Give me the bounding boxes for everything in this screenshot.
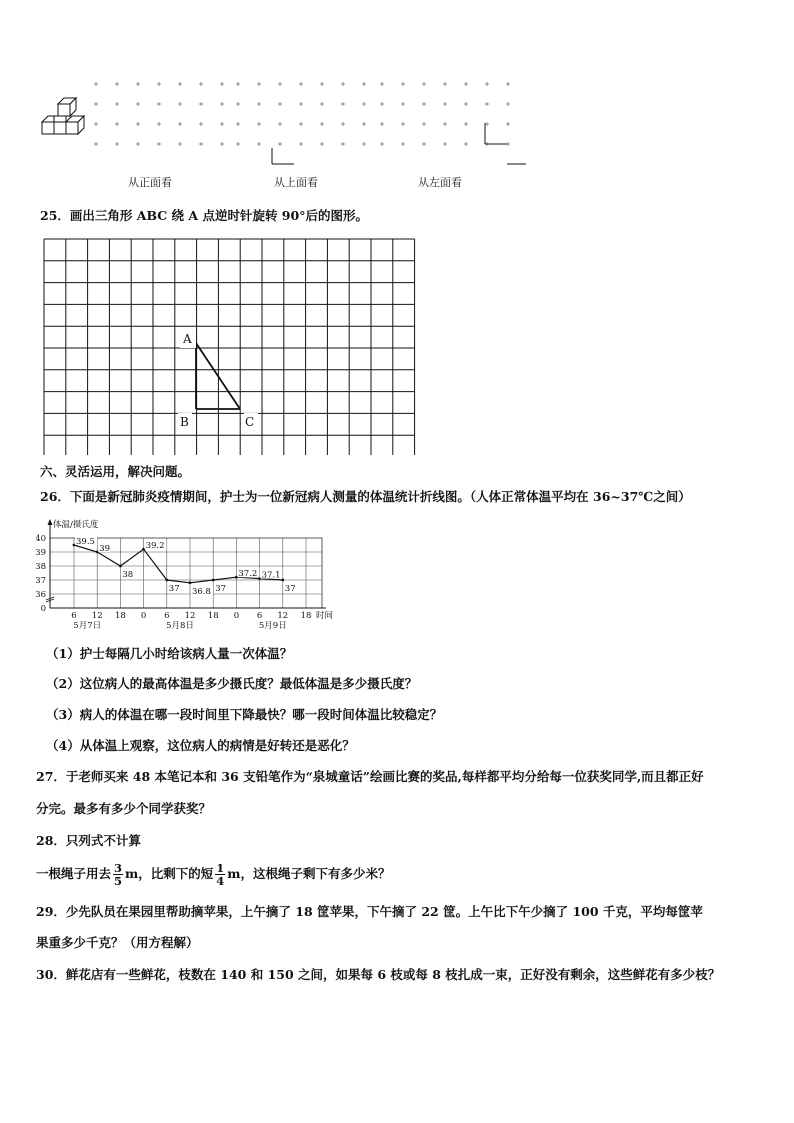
q28-unit1: m，比剩下的短 — [125, 866, 214, 881]
data-point — [212, 579, 215, 582]
chart-day-label: 5月8日 — [166, 621, 194, 631]
data-label: 37.2 — [238, 569, 258, 580]
q26-sub4: （4）从体温上观察，这位病人的病情是好转还是恶化？ — [46, 738, 355, 753]
data-label: 37.1 — [261, 570, 281, 581]
data-label: 37 — [215, 584, 227, 594]
data-label: 36.8 — [192, 586, 211, 597]
view-label-top: 从上面看 — [274, 176, 318, 189]
chart-x-tick: 18 — [300, 611, 312, 621]
chart-x-tick: 6 — [164, 611, 170, 621]
point-c-label: C — [245, 415, 255, 429]
data-label: 37 — [284, 584, 296, 594]
q28-question — [36, 857, 391, 891]
chart-y-tick: 40 — [36, 534, 46, 544]
dot-grids — [94, 82, 510, 146]
q28-part1: 一根绳子用去 — [36, 866, 112, 881]
square-grid — [44, 239, 415, 455]
q27-line1: 27．于老师买来 48 本笔记本和 36 支铅笔作为“泉城童话”绘画比赛的奖品,每样都平均分给每一位获奖同学,而且都正好 — [36, 769, 704, 784]
fraction-one-quarter — [215, 862, 225, 887]
frac1-numerator: 3 — [114, 860, 123, 875]
q27-line2: 分完。最多有多少个同学获奖？ — [36, 801, 212, 816]
cube-stack-figure — [42, 98, 84, 134]
data-label: 39 — [99, 544, 111, 554]
chart-y-tick: 39 — [36, 548, 46, 558]
data-point — [96, 551, 99, 554]
chart-x-tick: 6 — [71, 611, 77, 621]
frac2-denominator: 4 — [216, 873, 225, 888]
data-point — [165, 579, 168, 582]
drawn-view-lines — [272, 123, 526, 164]
data-label: 38 — [122, 570, 134, 580]
temperature-chart — [36, 516, 346, 634]
chart-day-label: 5月7日 — [73, 621, 102, 631]
data-point — [119, 565, 122, 568]
view-label-left: 从左面看 — [418, 176, 462, 189]
y-axis-arrow — [48, 519, 53, 525]
data-point — [258, 577, 261, 580]
chart-ylabel: 体温/摄氏度 — [53, 520, 99, 530]
data-label: 39.2 — [145, 541, 165, 552]
chart-x-tick: 12 — [184, 611, 196, 621]
q25-grid-svg — [40, 237, 420, 455]
data-point — [142, 548, 145, 551]
data-label: 37 — [168, 584, 180, 594]
point-b-label: B — [180, 415, 189, 429]
chart-y-tick: 36 — [36, 590, 46, 600]
chart-y-tick: 38 — [36, 562, 46, 572]
q29-line2: 果重多少千克？（用方程解） — [36, 935, 199, 950]
q28-title: 28．只列式不计算 — [36, 833, 141, 848]
fraction-three-fifths — [113, 862, 123, 887]
frac2-numerator: 1 — [216, 860, 225, 875]
temperature-chart-svg — [36, 516, 346, 634]
chart-y-tick: 37 — [36, 576, 46, 586]
chart-day-label: 5月9日 — [258, 621, 287, 631]
section-six-title: 六、灵活运用，解决问题。 — [40, 464, 191, 479]
data-point — [281, 579, 284, 582]
q28-part2: m，这根绳子剩下有多少米？ — [227, 866, 391, 881]
chart-x-tick: 18 — [207, 611, 219, 621]
data-point — [235, 576, 238, 579]
q25-prompt: 25．画出三角形 ABC 绕 A 点逆时针旋转 90°后的图形。 — [40, 208, 368, 223]
chart-x-tick: 12 — [91, 611, 103, 621]
q26-sub2: （2）这位病人的最高体温是多少摄氏度？最低体温是多少摄氏度？ — [46, 676, 418, 691]
q26-sub3: （3）病人的体温在哪一段时间里下降最快？哪一段时间体温比较稳定？ — [46, 707, 443, 722]
q26-prompt: 26．下面是新冠肺炎疫情期间，护士为一位新冠病人测量的体温统计折线图。（人体正常体温平均在 36~37℃之间） — [40, 489, 691, 504]
point-a-label: A — [183, 332, 192, 346]
q26-sub1: （1）护士每隔几小时给该病人量一次体温？ — [46, 646, 293, 661]
chart-y-tick: 0 — [40, 604, 46, 614]
q24-svg — [40, 78, 540, 193]
q24-figure — [40, 78, 540, 193]
chart-x-tick: 6 — [256, 611, 263, 621]
q29-line1: 29．少先队员在果园里帮助摘苹果，上午摘了 18 筐苹果，下午摘了 22 筐。上午比下午少摘了 100 千克，平均每筐苹 — [36, 904, 703, 919]
chart-xlabel: 时间 — [316, 611, 334, 621]
data-point — [189, 581, 192, 584]
data-point — [73, 544, 76, 547]
q25-grid-figure — [40, 237, 420, 455]
chart-x-tick: 0 — [140, 611, 147, 621]
q30-prompt: 30．鲜花店有一些鲜花，枝数在 140 和 150 之间，如果每 6 枝或每 8 枝扎成一束，正好没有剩余，这些鲜花有多少枝？ — [36, 967, 721, 982]
frac1-denominator: 5 — [114, 873, 123, 888]
chart-x-tick: 18 — [114, 611, 126, 621]
chart-x-tick: 12 — [277, 611, 289, 621]
chart-x-tick: 0 — [233, 611, 240, 621]
data-label: 39.5 — [76, 537, 95, 547]
view-label-front: 从正面看 — [128, 176, 172, 189]
